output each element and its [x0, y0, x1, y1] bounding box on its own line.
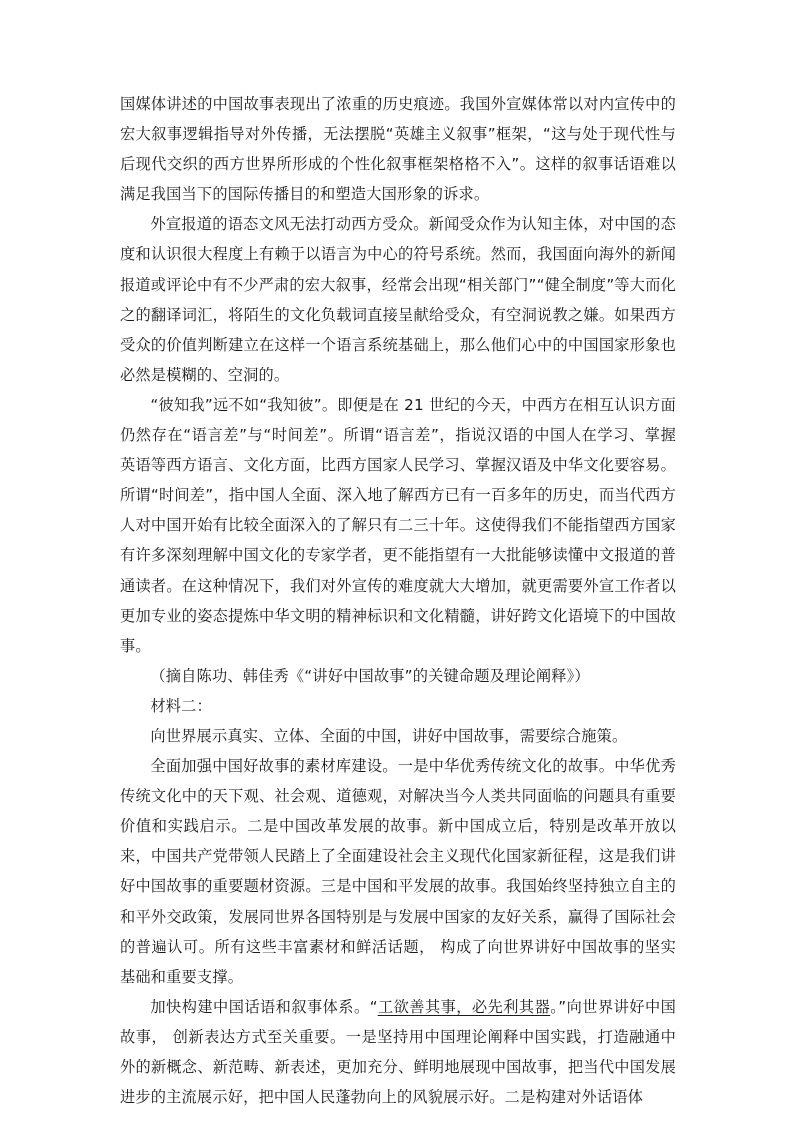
- underlined-quote: 工欲善其事，必先利其器: [377, 997, 551, 1016]
- text-run: 。”向世界讲好中国故事， 创新表达方式至关重要。一是坚持用中国理论阐释中国实践，打造融通中外的新概念、新范畴、新表述，更加充分、鲜明地展现中国故事，把当代中国发展进步的主流展示好，把中国人民蓬勃向上的风貌展示好。二是构建对外话语体: [120, 997, 676, 1107]
- paragraph: 外宣报道的语态文风无法打动西方受众。新闻受众作为认知主体，对中国的态度和认识很大程度上有赖于以语言为中心的符号系统。然而，我国面向海外的新闻报道或评论中有不少严肃的宏大叙事，经常会出现“相关部门”“健全制度”等大而化之的翻译词汇，将陌生的文化负载词直接呈献给受众，有空洞说教之嫌。如果西方受众的价值判断建立在这样一个语言系统基础上，那么他们心中的中国国家形象也必然是模糊的、空洞的。: [120, 215, 676, 384]
- paragraph: “彼知我”远不如“我知彼”。即便是在 21 世纪的今天，中西方在相互认识方面仍然存在“语言差”与“时间差”。所谓“语言差”，指说汉语的中国人在学习、掌握英语等西方语言、文化方面，比西方国家人民学习、掌握汉语及中华文化要容易。所谓“时间差”，指中国人全面、深入地了解西方已有一百多年的历史，而当代西方人对中国开始有比较全面深入的了解只有二三十年。这使得我们不能指望西方国家有许多深刻理解中国文化的专家学者，更不能指望有一大批能够读懂中文报道的普通读者。在这种情况下，我们对外宣传的难度就大大增加，就更需要外宣工作者以更加专业的姿态提炼中华文明的精神标识和文化精髓，讲好跨文化语境下的中国故事。: [120, 395, 676, 655]
- document-body: [120, 89, 676, 1112]
- text-run: 加快构建中国话语和叙事体系。“: [150, 997, 378, 1016]
- paragraph: 全面加强中国好故事的素材库建设。一是中华优秀传统文化的故事。中华优秀传统文化中的天下观、社会观、道德观，对解决当今人类共同面临的问题具有重要价值和实践启示。二是中国改革发展的故事。新中国成立后，特别是改革开放以来，中国共产党带领人民踏上了全面建设社会主义现代化国家新征程，这是我们讲好中国故事的重要题材资源。三是中国和平发展的故事。我国始终坚持独立自主的和平外交政策，发展同世界各国特别是与发展中国家的友好关系，赢得了国际社会的普遍认可。所有这些丰富素材和鲜活话题， 构成了向世界讲好中国故事的坚实基础和重要支撑。: [120, 757, 676, 986]
- paragraph: 国媒体讲述的中国故事表现出了浓重的历史痕迹。我国外宣媒体常以对内宣传中的宏大叙事逻辑指导对外传播，无法摆脱“英雄主义叙事”框架，“这与处于现代性与后现代交织的西方世界所形成的个性化叙事框架格格不入”。这样的叙事话语难以满足我国当下的国际传播目的和塑造大国形象的诉求。: [120, 95, 676, 204]
- citation: （摘自陈功、韩佳秀《“讲好中国故事”的关键命题及理论阐释》）: [150, 666, 590, 685]
- paragraph: 向世界展示真实、立体、全面的中国，讲好中国故事，需要综合施策。: [150, 726, 628, 745]
- section-heading: 材料二：: [150, 696, 212, 715]
- paragraph: [120, 992, 676, 1112]
